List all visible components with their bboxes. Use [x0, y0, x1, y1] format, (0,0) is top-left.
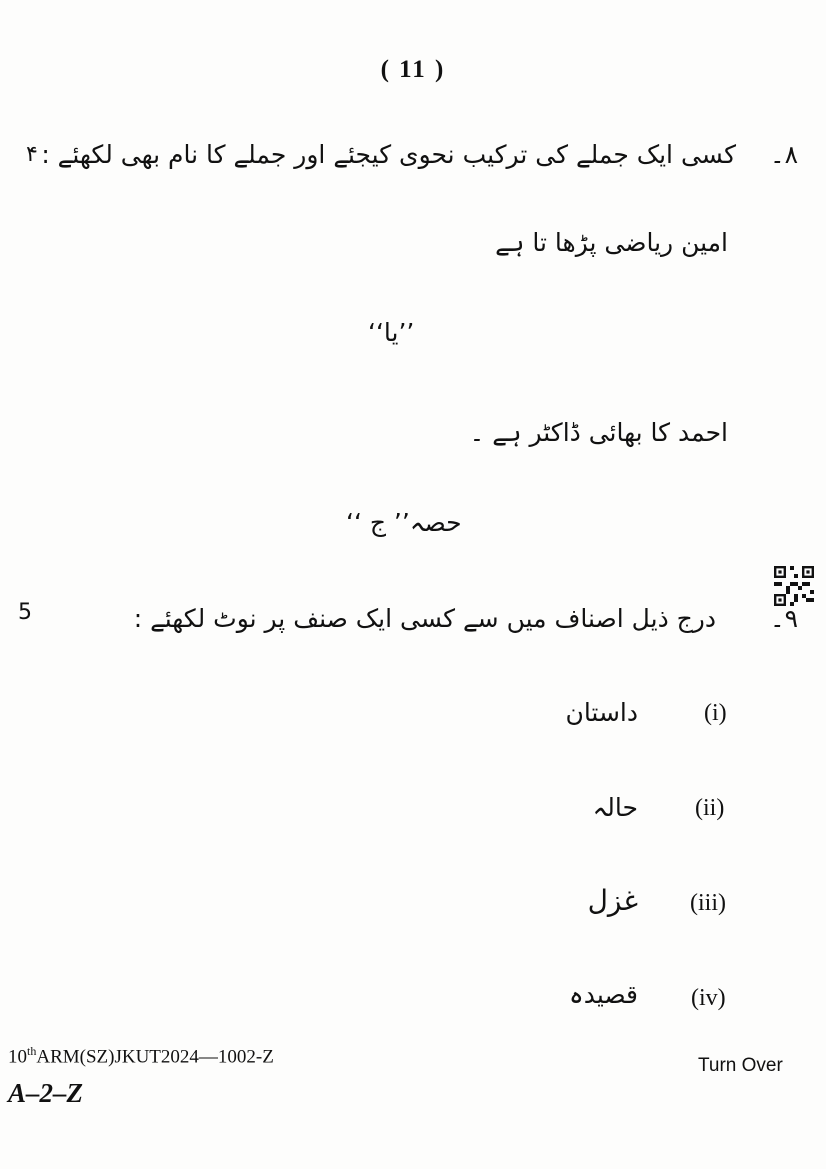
question-8-marks: ۴: [26, 142, 38, 167]
option-i-text: داستان: [565, 698, 638, 727]
question-8-text: کسی ایک جملے کی ترکیب نحوی کیجئے اور جملے کا نام بھی لکھئے :: [41, 140, 736, 169]
option-iii-text: غزل: [587, 884, 638, 917]
question-9-text: درج ذیل اصناف میں سے کسی ایک صنف پر نوٹ لکھئے :: [133, 604, 716, 633]
question-8-or: ’’یا‘‘: [368, 318, 415, 347]
option-iii-label: (iii): [690, 890, 726, 916]
question-9-marks: 5: [18, 600, 32, 625]
qr-code-icon: [774, 566, 814, 606]
series-code: A–2–Z: [8, 1078, 84, 1108]
option-i-label: (i): [704, 700, 727, 726]
option-ii-label: (ii): [695, 795, 725, 821]
paper-code: 10thARM(SZ)JKUT2024—1002-Z: [8, 1044, 274, 1068]
question-8-number: ۸۔: [770, 140, 799, 169]
option-iv-text: قصیدہ: [569, 980, 638, 1009]
question-8-sentence-2: احمد کا بھائی ڈاکٹر ہے ۔: [469, 418, 728, 447]
page-number: ( 11 ): [380, 56, 446, 83]
turn-over-label: Turn Over: [698, 1055, 783, 1076]
option-ii-text: حالہ: [592, 793, 638, 822]
section-heading: حصہ’’ ج ‘‘: [346, 508, 462, 537]
question-9-number: ۹۔: [770, 604, 799, 633]
question-8-sentence-1: امین ریاضی پڑھا تا ہے: [495, 228, 728, 257]
option-iv-label: (iv): [691, 985, 726, 1011]
